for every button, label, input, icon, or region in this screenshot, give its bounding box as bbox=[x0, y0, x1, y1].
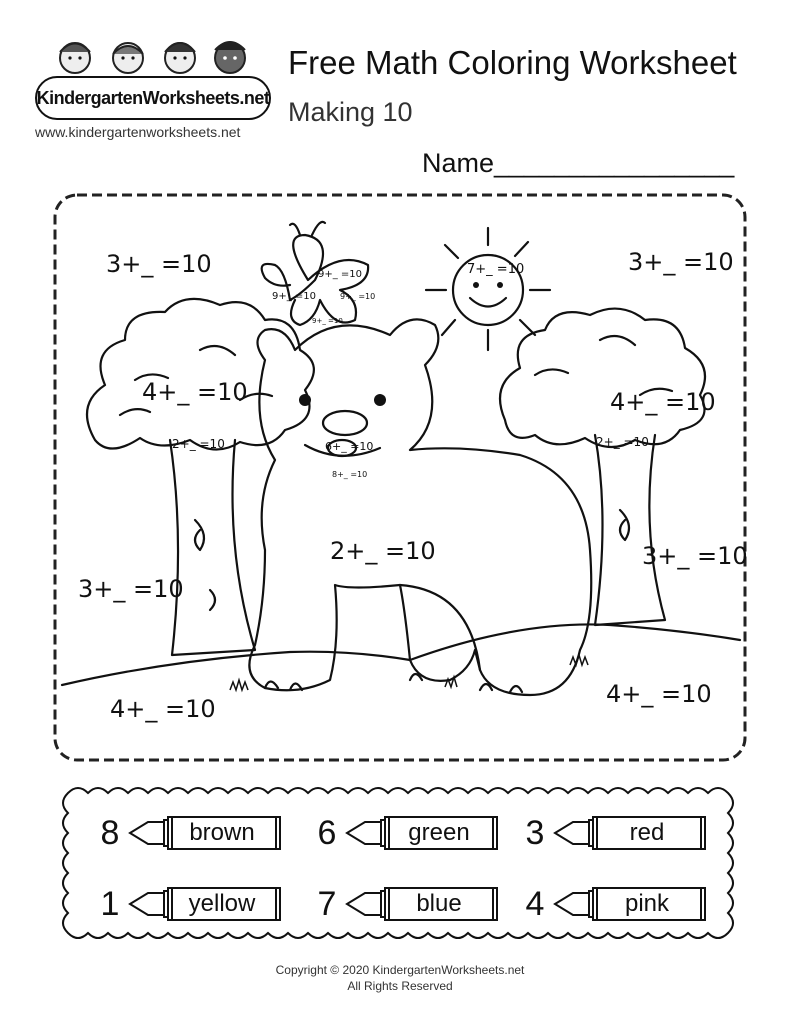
crayon-icon bbox=[345, 884, 505, 924]
legend-item-1 bbox=[96, 881, 288, 927]
legend-item-6 bbox=[313, 810, 505, 856]
bear-left-eye bbox=[299, 394, 311, 406]
equation: 3+_ =10 bbox=[106, 250, 212, 278]
equation: 4+_ =10 bbox=[610, 388, 716, 416]
site-logo bbox=[30, 30, 270, 145]
equation: 4+_ =10 bbox=[142, 378, 248, 406]
legend-item-7 bbox=[313, 881, 505, 927]
copyright-text: Copyright © 2020 KindergartenWorksheets.net bbox=[275, 963, 525, 977]
crayon-label: pink bbox=[624, 890, 670, 917]
crayon-label: red bbox=[629, 819, 665, 846]
butterfly-equation: 9+_ =10 bbox=[340, 292, 376, 301]
crayon-label: green bbox=[408, 819, 470, 846]
crayon-label: yellow bbox=[188, 890, 256, 917]
legend-number: 1 bbox=[100, 884, 120, 923]
legend-item-3 bbox=[521, 810, 713, 856]
equation: 3+_ =10 bbox=[78, 575, 184, 603]
left-tree-trunk bbox=[170, 440, 255, 655]
page-subtitle: Making 10 bbox=[288, 97, 413, 127]
butterfly-equation: 9+_ =10 bbox=[272, 291, 317, 302]
equation: 3+_ =10 bbox=[628, 248, 734, 276]
crayon-icon bbox=[345, 813, 505, 853]
legend-item-8 bbox=[96, 810, 288, 856]
equation: 3+_ =10 bbox=[642, 542, 748, 570]
coloring-picture bbox=[50, 190, 750, 765]
equation: 2+_ =10 bbox=[330, 537, 436, 565]
crayon-icon bbox=[553, 884, 713, 924]
bear-body bbox=[249, 319, 591, 695]
legend-item-4 bbox=[521, 881, 713, 927]
equation: 4+_ =10 bbox=[606, 680, 712, 708]
frame-border bbox=[55, 195, 745, 760]
legend-number: 4 bbox=[525, 884, 545, 923]
butterfly bbox=[262, 235, 368, 325]
trunk-equation: 2+_ =10 bbox=[172, 437, 225, 451]
bear-nose bbox=[323, 411, 367, 435]
legend-number: 6 bbox=[317, 813, 337, 852]
name-field: Name________________ bbox=[422, 148, 735, 178]
legend-number: 7 bbox=[317, 884, 337, 923]
logo-url: www.kindergartenworksheets.net bbox=[35, 124, 241, 140]
page-title: Free Math Coloring Worksheet bbox=[288, 44, 737, 81]
ground-line bbox=[62, 624, 740, 685]
logo-text: KindergartenWorksheets.net bbox=[36, 87, 270, 108]
legend-number: 3 bbox=[525, 813, 545, 852]
equation: 4+_ =10 bbox=[110, 695, 216, 723]
bear-right-eye bbox=[374, 394, 386, 406]
left-tree-canopy bbox=[87, 299, 314, 450]
butterfly-equation: 9+_ =10 bbox=[312, 317, 343, 325]
color-legend bbox=[48, 785, 752, 951]
sun-equation: 7+_ =10 bbox=[467, 262, 525, 277]
legend-number: 8 bbox=[100, 813, 120, 852]
logo-badge bbox=[35, 76, 271, 120]
crayon-label: blue bbox=[416, 890, 462, 917]
butterfly-equation: 9+_ =10 bbox=[318, 269, 363, 280]
copyright-footer bbox=[0, 962, 800, 994]
crayon-icon bbox=[553, 813, 713, 853]
crayon-label: brown bbox=[189, 819, 255, 846]
kids-faces-icon bbox=[40, 30, 260, 78]
trunk-equation: 2+_ =10 bbox=[596, 435, 649, 449]
rights-text: All Rights Reserved bbox=[347, 979, 453, 993]
crayon-icon bbox=[128, 884, 288, 924]
crayon-icon bbox=[128, 813, 288, 853]
nose-equation: 6+_ =10 bbox=[325, 440, 374, 453]
tongue-equation: 8+_ =10 bbox=[332, 470, 368, 479]
